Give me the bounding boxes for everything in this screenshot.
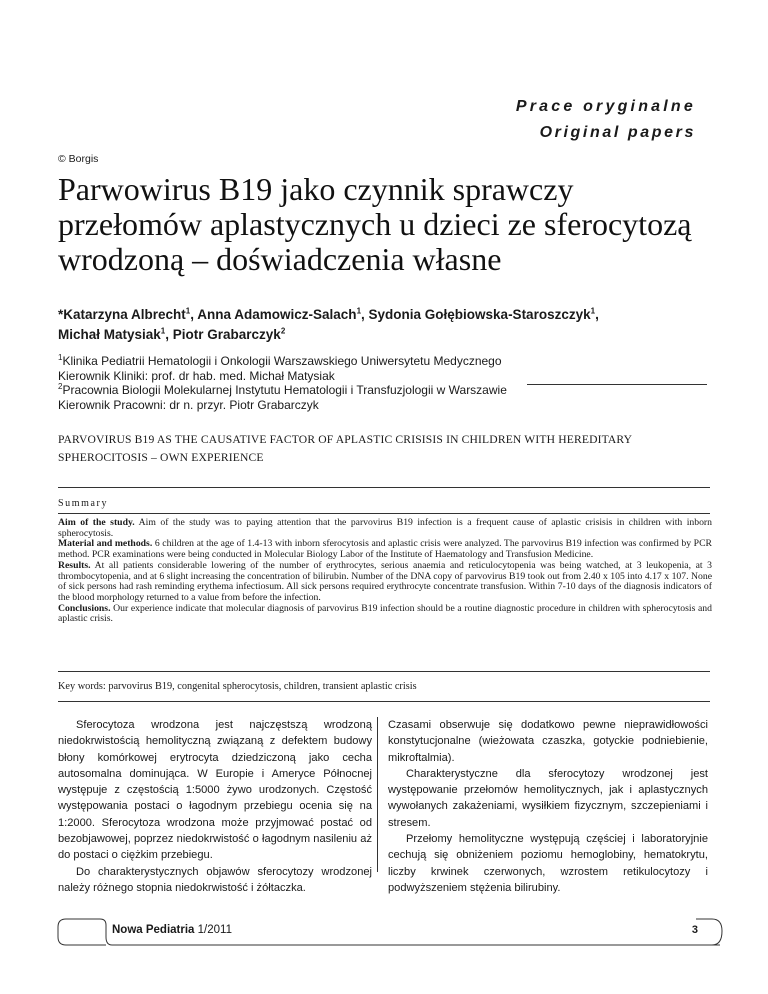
abstract-results	[58, 561, 712, 604]
author-line-1	[58, 305, 718, 325]
author-name: Anna Adamowicz-Salach	[197, 307, 357, 322]
body-paragraph: Charakterystyczne dla sferocytozy wrodzonej jest występowanie przełomów hemolitycznych, jak i aplastycznych wywołanych zakażeniami, wysiłkiem fizycznym, szczepieniami i stresem.	[388, 767, 708, 829]
abstract-methods-text: 6 children at the age of 1.4-13 with inborn sferocytosis and aplastic crisis were analyzed. The parvovirus B19 infection was confirmed by PCR method. PCR examinations were being conducted in Molecular Biology Labor of the Institute of Haematology and Transfusion Medicine.	[58, 538, 712, 561]
abstract-methods	[58, 539, 712, 560]
author-name: Sydonia Gołębiowska-Staroszczyk	[368, 307, 591, 322]
author-affiliation-mark: 1	[590, 306, 596, 316]
author-affiliation-mark: 2	[280, 326, 286, 336]
author-separator: ,	[361, 307, 369, 322]
abstract	[58, 518, 712, 625]
abstract-conclusions	[58, 604, 712, 625]
body-paragraph: Czasami obserwuje się dodatkowo pewne nieprawidłowości konstytucjonalne (wieżowata czaszka, gotyckie podniebienie, mikroftalmia).	[388, 719, 708, 764]
affiliation-line	[58, 354, 718, 369]
body-paragraph: Sferocytoza wrodzona jest najczęstszą wrodzoną niedokrwistością hemolityczną związaną z defektem budowy błony komórkowej erytrocyta dziedziczoną jako cecha autosomalna dominująca. W Europie i Ameryce Północnej występuje z częstością 1:5000 żywo urodzonych. Częstość występowania postaci o łagodnym przebiegu ocenia się na 1:2000. Sferocytoza wrodzona może przyjmować postać od bezobjawowej, poprzez niedokrwistość o łagodnym nasileniu aż do postaci o ciężkim przebiegu.	[58, 719, 372, 862]
author-affiliation-mark: 1	[356, 306, 362, 316]
affiliation-line	[58, 383, 718, 398]
section-label-polish: Prace oryginalne	[515, 98, 696, 115]
body-paragraph: Przełomy hemolityczne występują częściej i laboratoryjnie cechują się obniżeniem poziomu hemoglobiny, hematokrytu, liczby krwinek czerwonych, wzrostem retikulocytozy i podwyższeniem stężenia bilirubiny.	[388, 833, 708, 894]
author-line-2	[58, 325, 718, 345]
article-title: Parwowirus B19 jako czynnik sprawczy przełomów aplastycznych u dzieci ze sferocytozą wrodzoną – doświadczenia własne	[58, 171, 692, 277]
abstract-aim-text: Aim of the study was to paying attention that the parvovirus B19 infection is a frequent cause of aplastic crisisis in children with inborn spherocytosis.	[58, 517, 713, 539]
affiliation-text: Klinika Pediatrii Hematologii i Onkologii Warszawskiego Uniwersytetu Medycznego	[62, 354, 502, 368]
affiliations	[58, 354, 718, 412]
author-list	[58, 305, 718, 345]
affiliation-text: Kierownik Kliniki: prof. dr hab. med. Michał Matysiak	[58, 368, 335, 383]
affiliation-mark: 1	[58, 353, 63, 362]
journal-issue: 1/2011	[194, 924, 232, 936]
body-column-right	[388, 717, 708, 896]
abstract-conclusions-text: Our experience indicate that molecular diagnosis of parvovirus B19 infection should be a routine diagnostic procedure in children with spherocytosis and aplastic crisis.	[58, 602, 712, 625]
abstract-bottom-rule	[58, 671, 710, 672]
abstract-conclusions-label: Conclusions.	[58, 602, 111, 614]
abstract-methods-label: Material and methods.	[58, 538, 153, 550]
affiliation-text: Pracownia Biologii Molekularnej Instytutu Hematologii i Transfuzjologii w Warszawie	[62, 383, 507, 397]
body-column-left	[58, 717, 372, 896]
copyright-notice: © Borgis	[58, 153, 99, 165]
page-number: 3	[691, 924, 698, 936]
affiliation-mark: 2	[58, 382, 63, 391]
abstract-aim-label: Aim of the study.	[58, 517, 135, 528]
summary-head-rule	[58, 513, 710, 514]
header-rule	[0, 143, 710, 144]
author-separator: ,	[165, 327, 173, 342]
affiliation-text: Kierownik Pracowni: dr n. przyr. Piotr Grabarczyk	[58, 397, 319, 412]
author-name: *Katarzyna Albrecht	[58, 307, 186, 322]
section-label-english: Original papers	[539, 124, 696, 141]
author-separator: ,	[190, 307, 198, 322]
affiliation-line	[58, 398, 718, 413]
abstract-aim	[58, 518, 712, 539]
author-affiliation-mark: 1	[160, 326, 166, 336]
body-paragraph: Do charakterystycznych objawów sferocytozy wrodzonej należy różnego stopnia niedokrwistość i żółtaczka.	[58, 865, 372, 894]
abstract-results-text: At all patients considerable lowering of the number of erythrocytes, serious anaemia and reticulocytopenia was being watched, at 3 leukopenia, at 3 thrombocytopenia, and at 6 slight increasing the concentration of bilirubin. Number of the DNA copy of parvovirus B19 took out from 2.40 x 105 into 4.17 x 107. None of sick persons had rash reminding erythema infectiosum. All sick persons required erythrocyte concentrate transfusion. Within 7-10 days of the diagnosis indicators of the blood morphology returned to a value from before the infection.	[58, 559, 712, 603]
keywords-bottom-rule	[58, 701, 710, 702]
column-divider	[377, 717, 378, 872]
summary-top-rule	[58, 487, 710, 488]
english-title: PARVOVIRUS B19 AS THE CAUSATIVE FACTOR OF APLASTIC CRISISIS IN CHILDREN WITH HEREDITARY SPHEROCITOSIS – OWN EXPERIENCE	[58, 433, 632, 464]
abstract-results-label: Results.	[58, 559, 91, 571]
affiliation-rule	[527, 384, 707, 385]
author-name: Piotr Grabarczyk	[172, 327, 281, 342]
keywords: Key words: parvovirus B19, congenital spherocytosis, children, transient aplastic crisis	[58, 681, 417, 692]
author-separator: ,	[595, 307, 599, 322]
journal-name: Nowa Pediatria	[112, 924, 195, 936]
affiliation-line	[58, 369, 718, 384]
summary-heading: Summary	[58, 498, 109, 509]
author-affiliation-mark: 1	[185, 306, 191, 316]
author-name: Michał Matysiak	[58, 327, 161, 342]
journal-reference	[112, 924, 232, 936]
